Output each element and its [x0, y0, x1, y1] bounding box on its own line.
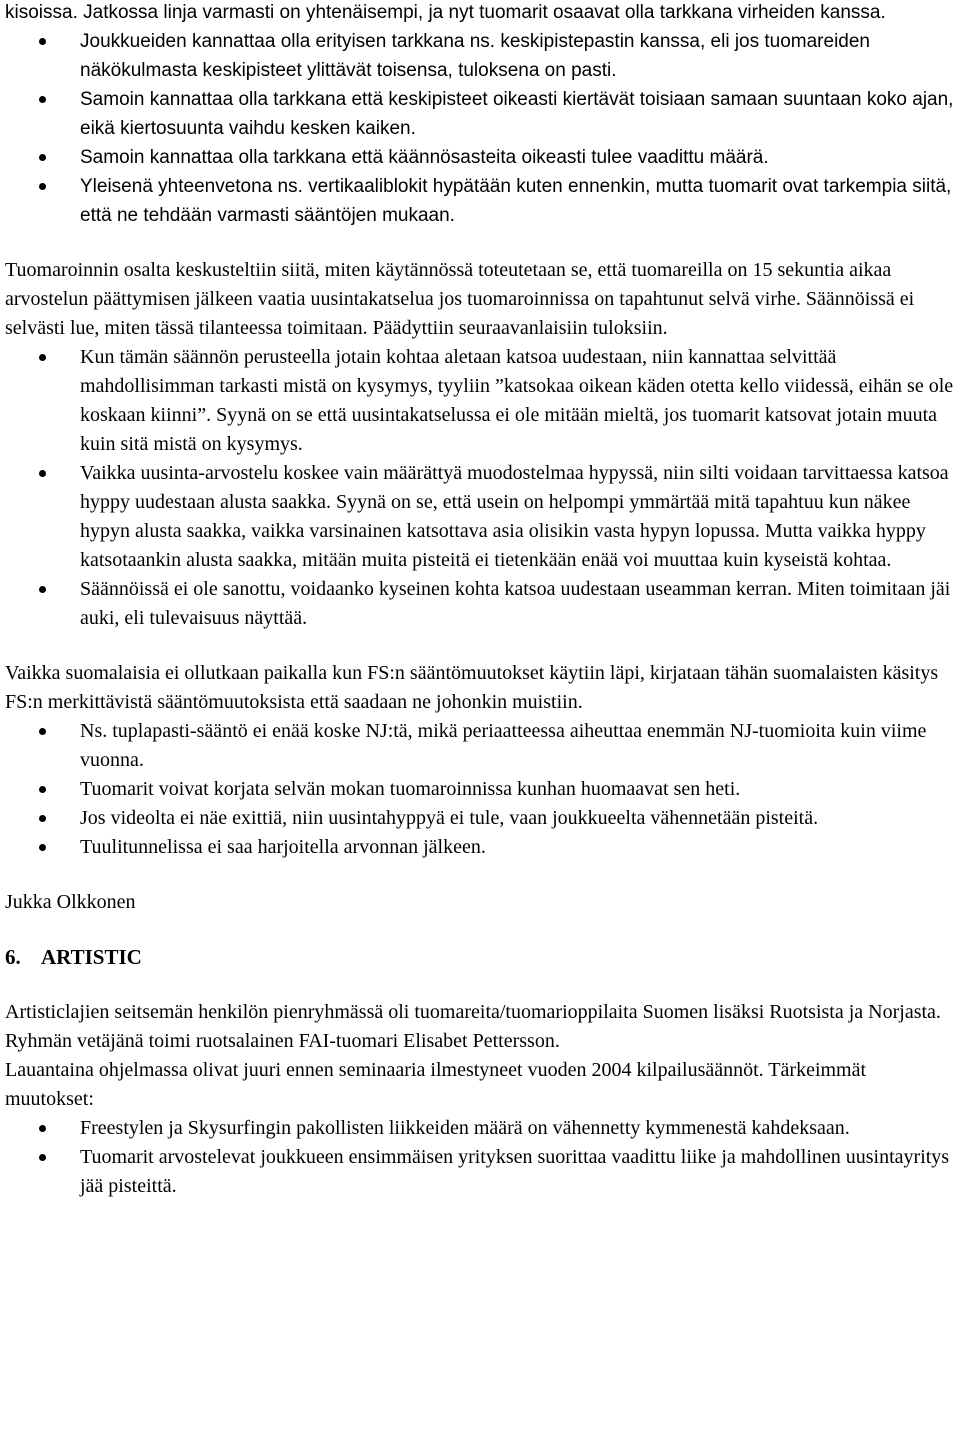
bullet-icon: [39, 728, 46, 735]
bullet-icon: [39, 1125, 46, 1132]
finnish-list: [5, 717, 955, 862]
list-item: Jos videolta ei näe exittiä, niin uusintahyppyä ei tule, vaan joukkueelta vähennetään pisteitä.: [5, 804, 955, 833]
artistic-paragraph-1: Artisticlajien seitsemän henkilön pienryhmässä oli tuomareita/tuomarioppilaita Suomen lisäksi Ruotsista ja Norjasta. Ryhmän vetäjänä toimi ruotsalainen FAI-tuomari Elisabet Pettersson.: [5, 1001, 941, 1052]
bullet-icon: [39, 586, 46, 593]
bullet-icon: [39, 38, 46, 45]
bullet-icon: [39, 470, 46, 477]
artistic-list: [5, 1114, 955, 1201]
intro-paragraph-tail: kisoissa. Jatkossa linja varmasti on yhtenäisempi, ja nyt tuomarit osaavat olla tarkkana virheiden kanssa.: [5, 2, 886, 23]
section-title: ARTISTIC: [41, 945, 142, 969]
bullet-icon: [39, 844, 46, 851]
list-item: Säännöissä ei ole sanottu, voidaanko kyseinen kohta katsoa uudestaan useamman kerran. Miten toimitaan jäi auki, eli tulevaisuus näyttää.: [5, 575, 955, 633]
spacer: [5, 862, 955, 888]
list-item: Tuomarit voivat korjata selvän mokan tuomaroinnissa kunhan huomaavat sen heti.: [5, 775, 955, 804]
bullet-icon: [39, 1154, 46, 1161]
review-list: [5, 343, 955, 633]
spacer: [5, 230, 955, 256]
list-item: Joukkueiden kannattaa olla erityisen tarkkana ns. keskipistepastin kanssa, eli jos tuomareiden näkökulmasta keskipisteet ylittävät toisensa, tuloksena on pasti.: [5, 27, 955, 85]
list-item: Tuomarit arvostelevat joukkueen ensimmäisen yrityksen suorittaa vaadittu liike ja mahdollinen uusintayritys jää pisteittä.: [5, 1143, 955, 1201]
bullet-icon: [39, 154, 46, 161]
list-item: Ns. tuplapasti-sääntö ei enää koske NJ:tä, mikä periaatteessa aiheuttaa enemmän NJ-tuomioita kuin viime vuonna.: [5, 717, 955, 775]
list-item: Yleisenä yhteenvetona ns. vertikaaliblokit hypätään kuten ennenkin, mutta tuomarit ovat tarkempia siitä, että ne tehdään varmasti sääntöjen mukaan.: [5, 172, 955, 230]
bullet-icon: [39, 96, 46, 103]
bullet-icon: [39, 786, 46, 793]
review-paragraph: Tuomaroinnin osalta keskusteltiin siitä, miten käytännössä toteutetaan se, että tuomareilla on 15 sekuntia aikaa arvostelun päättymisen jälkeen vaatia uusintakatselua jos tuomaroinnissa on tapahtunut selvä virhe. Säännöissä ei selvästi lue, miten tässä tilanteessa toimitaan. Päädyttiin seuraavanlaisiin tuloksiin.: [5, 259, 915, 339]
spacer: [5, 972, 955, 998]
list-item: Vaikka uusinta-arvostelu koskee vain määrättyä muodostelmaa hypyssä, niin silti voidaan tarvittaessa katsoa hyppy uudestaan alusta saakka. Syynä on se, että usein on helpompi ymmärtää mitä tapahtuu kun näkee hypyn alusta saakka, vaikka varsinainen katsottava asia olisikin vasta hypyn lopussa. Mutta vaikka hyppy katsotaankin alusta saakka, mitään muita pisteitä ei tietenkään enää voi muuttaa kuin kyseistä kohtaa.: [5, 459, 955, 575]
finnish-paragraph: Vaikka suomalaisia ei ollutkaan paikalla kun FS:n sääntömuutokset käytiin läpi, kirjataan tähän suomalaisten käsitys FS:n merkittävistä sääntömuutoksista että saadaan ne johonkin muistiin.: [5, 662, 939, 713]
list-item: Kun tämän säännön perusteella jotain kohtaa aletaan katsoa uudestaan, niin kannattaa selvittää mahdollisimman tarkasti mistä on kysymys, tyyliin ”katsokaa oikean käden otetta kello viidessä, eihän se ole koskaan kiinni”. Syynä on se että uusintakatselussa ei ole mitään mieltä, jos tuomarit katsovat jotain muuta kuin sitä mistä on kysymys.: [5, 343, 955, 459]
section-heading: [5, 943, 955, 972]
spacer: [5, 633, 955, 659]
list-item: Samoin kannattaa olla tarkkana että keskipisteet oikeasti kiertävät toisiaan samaan suuntaan koko ajan, eikä kiertosuunta vaihdu kesken kaiken.: [5, 85, 955, 143]
author-name: Jukka Olkkonen: [5, 891, 136, 913]
list-item: Samoin kannattaa olla tarkkana että käännösasteita oikeasti tulee vaadittu määrä.: [5, 143, 955, 172]
fs-judging-list: [5, 27, 955, 230]
artistic-paragraph-2: Lauantaina ohjelmassa olivat juuri ennen seminaaria ilmestyneet vuoden 2004 kilpailusäännöt. Tärkeimmät muutokset:: [5, 1059, 867, 1110]
list-item: Freestylen ja Skysurfingin pakollisten liikkeiden määrä on vähennetty kymmenestä kahdeksaan.: [5, 1114, 955, 1143]
list-item: Tuulitunnelissa ei saa harjoitella arvonnan jälkeen.: [5, 833, 955, 862]
spacer: [5, 917, 955, 943]
bullet-icon: [39, 183, 46, 190]
section-number: 6.: [5, 945, 21, 969]
bullet-icon: [39, 815, 46, 822]
bullet-icon: [39, 354, 46, 361]
document-page: [5, 0, 955, 1201]
